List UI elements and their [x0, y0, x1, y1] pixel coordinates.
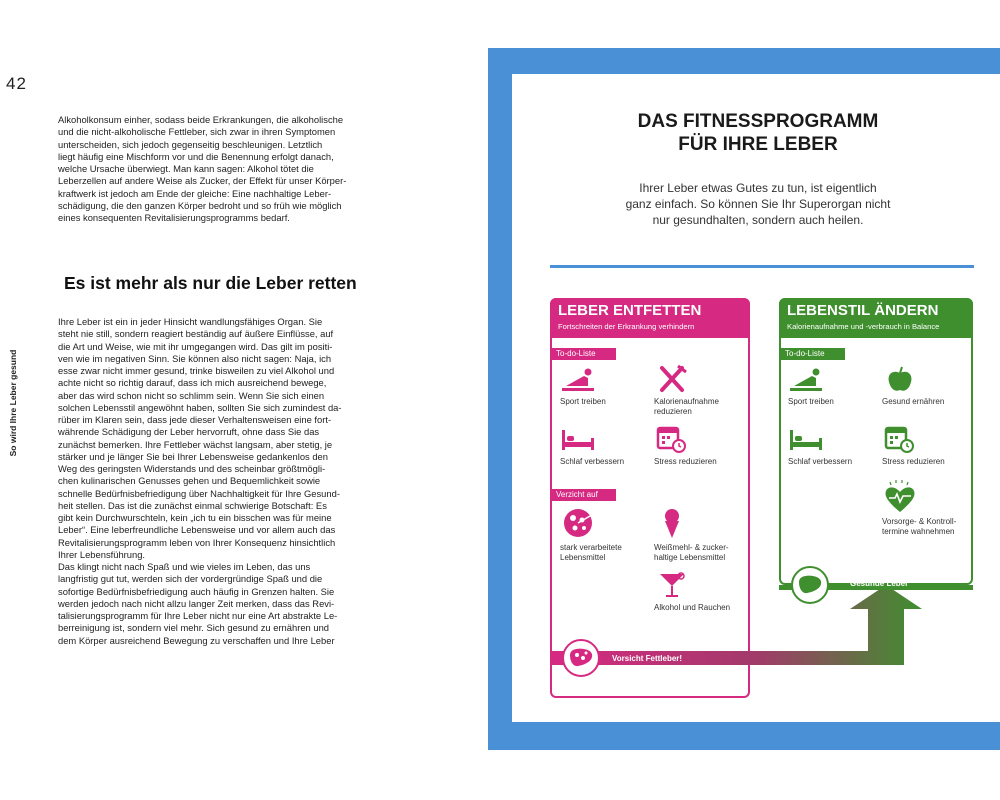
right-todo-sport: Sport treiben — [788, 364, 884, 407]
right-todo-schlaf: Schlaf verbessern — [788, 424, 884, 467]
lebensstil-header — [779, 298, 973, 338]
bed-icon — [560, 424, 596, 454]
healthy-liver-circle — [791, 566, 829, 604]
left-avoid-sugar: Weißmehl- & zucker- haltige Lebensmittel — [654, 506, 750, 562]
fatty-liver-icon — [564, 641, 598, 675]
right-todo-ernaehren: Gesund ernähren — [882, 364, 978, 407]
body-text: Ihre Leber ist ein in jeder Hinsicht wandlungsfähiges Organ. Sie steht nie still, sondern reagiert beständig auf äußere Einflüsse, auf die Art und Weise, wie mit ihr umgegangen wird. Das gilt im positi- ven wie im negativen Sinn. Sie können also nicht sagen: Naja, ich esse zwar nicht immer gesund, trinke bisweilen zu viel Alkohol und achte nicht so richtig darauf, dass ich mich ausreichend bewege, aber das wird schon nicht so schlimm sein. Wenn Sie sich einen solchen Lebensstil angewöhnt haben, sollten Sie sich zumindest da- rüber im Klaren sein, dass jede dieser Verhaltensweisen eine fort- währende Schädigung der Leber hervorruft, ohne dass Sie das zunächst bemerken. Ihre Fettleber wächst langsam, aber stetig, je stärker und je länger Sie bei Ihrer Lebensweise gedankenlos den Weg des geringsten Widerstands und des scheinbar größtmögli- chen kulinarischen Genusses gehen und Bequemlichkeit sowie schnelle Bedürfnisbefriedigung über Nachhaltigkeit für Ihre Gesund- heit stellen. Das ist die zunächst einmal schwierige Botschaft: Es gibt kein Durchwurschteln, kein „ich tu ein bisschen was für meine Leber“. Eine leberfreundliche Lebensweise und vor allem auch das Revitalisierungsprogramm leben von Ihrer Konsequenz hinsichtlich Ihrer Lebensführung. Das klingt nicht nach Spaß und wie vieles im Leben, das uns langfristig gut tut, werden sich der vordergründige Spaß und die sofortige Bedürfnisbefriedigung auch häufig in Grenzen halten. Sie werden jedoch nach nicht allzu langer Zeit merken, dass das Revi- talisierungsprogramm für Ihre Leber nicht nur eine Art abstrakte Le- berreinigung ist, sondern viel mehr. Sich gesund zu ernähren und dem Körper ausreichend Bewegung zu verschaffen und Ihre Leber — [58, 316, 342, 646]
leber-entfetten-header — [550, 298, 750, 338]
ice-cream-icon — [654, 506, 690, 540]
leber-entfetten-title: LEBER ENTFETTEN — [558, 302, 702, 319]
fatty-liver-label: Vorsicht Fettleber! — [612, 654, 683, 663]
left-avoid-processed: stark verarbeitete Lebensmittel — [560, 506, 656, 562]
leber-entfetten-subtitle: Fortschreiten der Erkrankung verhindern — [558, 322, 695, 331]
pizza-icon — [560, 506, 596, 540]
heart-pulse-icon — [882, 480, 918, 514]
infographic-title: DAS FITNESSPROGRAMM FÜR IHRE LEBER — [637, 111, 879, 155]
left-todo-tag: To-do-Liste — [550, 348, 616, 360]
cocktail-icon — [654, 570, 690, 600]
fatty-liver-circle — [562, 639, 600, 677]
left-avoid-alcohol: Alkohol und Rauchen — [654, 570, 750, 613]
intro-paragraph: Alkoholkonsum einher, sodass beide Erkrankungen, die alkoholische und die nicht-alkoholische Fettleber, sich zwar in ihren Symptomen unterscheiden, sich jedoch gegenseitig beschleunigen. Letztlich liegt häufig eine Mischform vor und die Benennung erfolgt danach, welche Ursache überwiegt. Man kann sagen: Alkohol tötet die Leberzellen auf andere Weise als Zucker, der Effekt für unser Körper- kraftwerk ist jedoch am Ende der gleiche: Eine nachhaltige Leber- schädigung, die den ganzen Körper bedroht und so früh wie möglich eines konsequenten Revitalisierungsprogramms bedarf. — [58, 114, 347, 224]
healthy-liver-label: Gesunde Leber — [850, 579, 909, 588]
pushup-icon — [788, 364, 824, 394]
right-todo-vorsorge: Vorsorge- & Kontroll- termine wahnehmen — [882, 480, 974, 536]
pushup-icon — [560, 364, 596, 394]
lebensstil-title: LEBENSTIL ÄNDERN — [787, 302, 939, 319]
divider-line — [550, 265, 974, 268]
section-heading: Es ist mehr als nur die Leber retten — [64, 273, 357, 293]
page-number: 42 — [6, 74, 27, 93]
left-todo-schlaf: Schlaf verbessern — [560, 424, 656, 467]
fork-knife-icon — [654, 364, 690, 394]
calendar-clock-icon — [882, 424, 918, 454]
apple-icon — [882, 364, 918, 394]
chapter-side-label: So wird Ihre Leber gesund — [8, 349, 18, 457]
left-avoid-tag: Verzicht auf — [550, 489, 616, 501]
right-todo-tag: To-do-Liste — [779, 348, 845, 360]
left-todo-sport: Sport treiben — [560, 364, 656, 407]
right-todo-stress: Stress reduzieren — [882, 424, 978, 467]
bed-icon — [788, 424, 824, 454]
infographic-subtitle: Ihrer Leber etwas Gutes zu tun, ist eigentlich ganz einfach. So können Sie Ihr Superorgan nicht nur gesundhalten, sondern auch heilen. — [625, 181, 891, 227]
calendar-clock-icon — [654, 424, 690, 454]
left-todo-stress: Stress reduzieren — [654, 424, 750, 467]
healthy-liver-icon — [793, 568, 827, 602]
lebensstil-subtitle: Kalorienaufnahme und -verbrauch in Balance — [787, 322, 940, 331]
left-todo-kalorien: Kalorienaufnahme reduzieren — [654, 364, 750, 416]
